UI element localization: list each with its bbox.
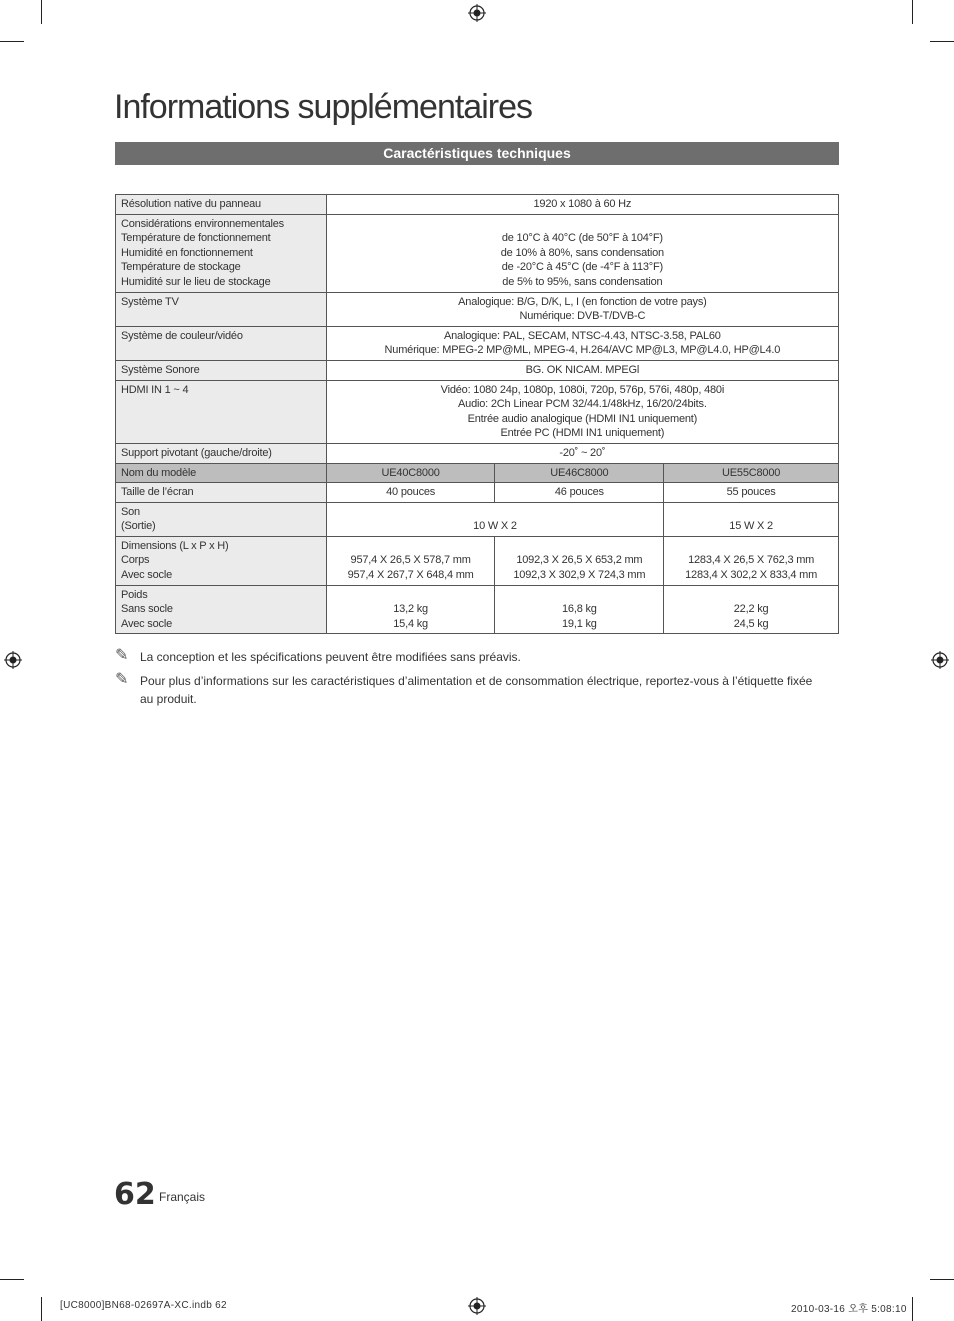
- spec-value: 16,8 kg 19,1 kg: [495, 585, 664, 634]
- spec-value: 10 W X 2: [326, 502, 664, 536]
- spec-value: 1283,4 X 26,5 X 762,3 mm 1283,4 X 302,2 X 833,4 mm: [664, 536, 839, 585]
- page-title: Informations supplémentaires: [114, 88, 533, 126]
- spec-value: 40 pouces: [326, 483, 495, 503]
- spec-label: Système Sonore: [116, 360, 327, 380]
- spec-value: de 10°C à 40°C (de 50°F à 104°F) de 10% à 80%, sans condensation de -20°C à 45°C (de -4°F à 113°F) de 5% to 95%, sans condensation: [326, 214, 838, 292]
- spec-value: -20˚ ~ 20˚: [326, 443, 838, 463]
- spec-label: Système de couleur/vidéo: [116, 326, 327, 360]
- table-row: [116, 483, 839, 503]
- spec-value: 1920 x 1080 à 60 Hz: [326, 195, 838, 215]
- crop-mark: [0, 1279, 24, 1280]
- table-row: [116, 360, 839, 380]
- crop-mark: [41, 0, 42, 24]
- spec-label: Son (Sortie): [116, 502, 327, 536]
- table-row: [116, 443, 839, 463]
- spec-label: Taille de l’écran: [116, 483, 327, 503]
- spec-label: Poids Sans socle Avec socle: [116, 585, 327, 634]
- note-item: [115, 672, 825, 708]
- section-header: Caractéristiques techniques: [115, 142, 839, 165]
- print-timestamp: 2010-03-16 오후 5:08:10: [791, 1304, 907, 1315]
- registration-mark-icon: [468, 4, 486, 22]
- spec-value: Analogique: B/G, D/K, L, I (en fonction de votre pays) Numérique: DVB-T/DVB-C: [326, 292, 838, 326]
- specifications-table: [115, 194, 839, 634]
- registration-mark-icon: [931, 651, 949, 669]
- table-row: [116, 585, 839, 634]
- crop-mark: [912, 1297, 913, 1321]
- spec-value: 15 W X 2: [664, 502, 839, 536]
- spec-label: Système TV: [116, 292, 327, 326]
- table-row: [116, 292, 839, 326]
- note-text: La conception et les spécifications peuvent être modifiées sans préavis.: [140, 650, 521, 664]
- language-label: Français: [159, 1190, 206, 1204]
- pencil-note-icon: ✎: [115, 671, 129, 688]
- spec-value: 1092,3 X 26,5 X 653,2 mm 1092,3 X 302,9 X 724,3 mm: [495, 536, 664, 585]
- spec-label: HDMI IN 1 ~ 4: [116, 380, 327, 443]
- pencil-note-icon: ✎: [115, 647, 129, 664]
- spec-value: BG. OK NICAM. MPEGl: [326, 360, 838, 380]
- spec-value: 957,4 X 26,5 X 578,7 mm 957,4 X 267,7 X 648,4 mm: [326, 536, 495, 585]
- print-file-info: [UC8000]BN68-02697A-XC.indb 62: [60, 1300, 227, 1311]
- crop-mark: [930, 1279, 954, 1280]
- table-row: [116, 380, 839, 443]
- spec-value: 13,2 kg 15,4 kg: [326, 585, 495, 634]
- crop-mark: [0, 41, 24, 42]
- table-row: [116, 326, 839, 360]
- note-text: Pour plus d’informations sur les caractéristiques d’alimentation et de consommation électrique, reportez-vous à l’étiquette fixée au produit.: [140, 674, 813, 706]
- table-row: [116, 195, 839, 215]
- table-row: [116, 536, 839, 585]
- spec-label: Support pivotant (gauche/droite): [116, 443, 327, 463]
- crop-mark: [41, 1297, 42, 1321]
- table-row: [116, 214, 839, 292]
- spec-value: 22,2 kg 24,5 kg: [664, 585, 839, 634]
- spec-value: 46 pouces: [495, 483, 664, 503]
- page-number: 62: [114, 1177, 156, 1212]
- table-row: [116, 463, 839, 483]
- note-item: [115, 648, 825, 666]
- model-name: UE40C8000: [326, 463, 495, 483]
- model-name: UE46C8000: [495, 463, 664, 483]
- spec-value: Vidéo: 1080 24p, 1080p, 1080i, 720p, 576p, 576i, 480p, 480i Audio: 2Ch Linear PCM 32/44.1/48kHz, 16/20/24bits. Entrée audio analogique (HDMI IN1 uniquement) Entrée PC (HDMI IN1 uniquement): [326, 380, 838, 443]
- spec-label: Dimensions (L x P x H) Corps Avec socle: [116, 536, 327, 585]
- spec-value: 55 pouces: [664, 483, 839, 503]
- table-row: [116, 502, 839, 536]
- crop-mark: [912, 0, 913, 24]
- spec-label: Nom du modèle: [116, 463, 327, 483]
- model-name: UE55C8000: [664, 463, 839, 483]
- spec-label: Considérations environnementales Température de fonctionnement Humidité en fonctionnement Température de stockage Humidité sur le lieu de stockage: [116, 214, 327, 292]
- spec-value: Analogique: PAL, SECAM, NTSC-4.43, NTSC-3.58, PAL60 Numérique: MPEG-2 MP@ML, MPEG-4, H.264/AVC MP@L3, MP@L4.0, HP@L4.0: [326, 326, 838, 360]
- registration-mark-icon: [468, 1297, 486, 1315]
- notes: [115, 648, 825, 714]
- crop-mark: [930, 41, 954, 42]
- spec-label: Résolution native du panneau: [116, 195, 327, 215]
- registration-mark-icon: [4, 651, 22, 669]
